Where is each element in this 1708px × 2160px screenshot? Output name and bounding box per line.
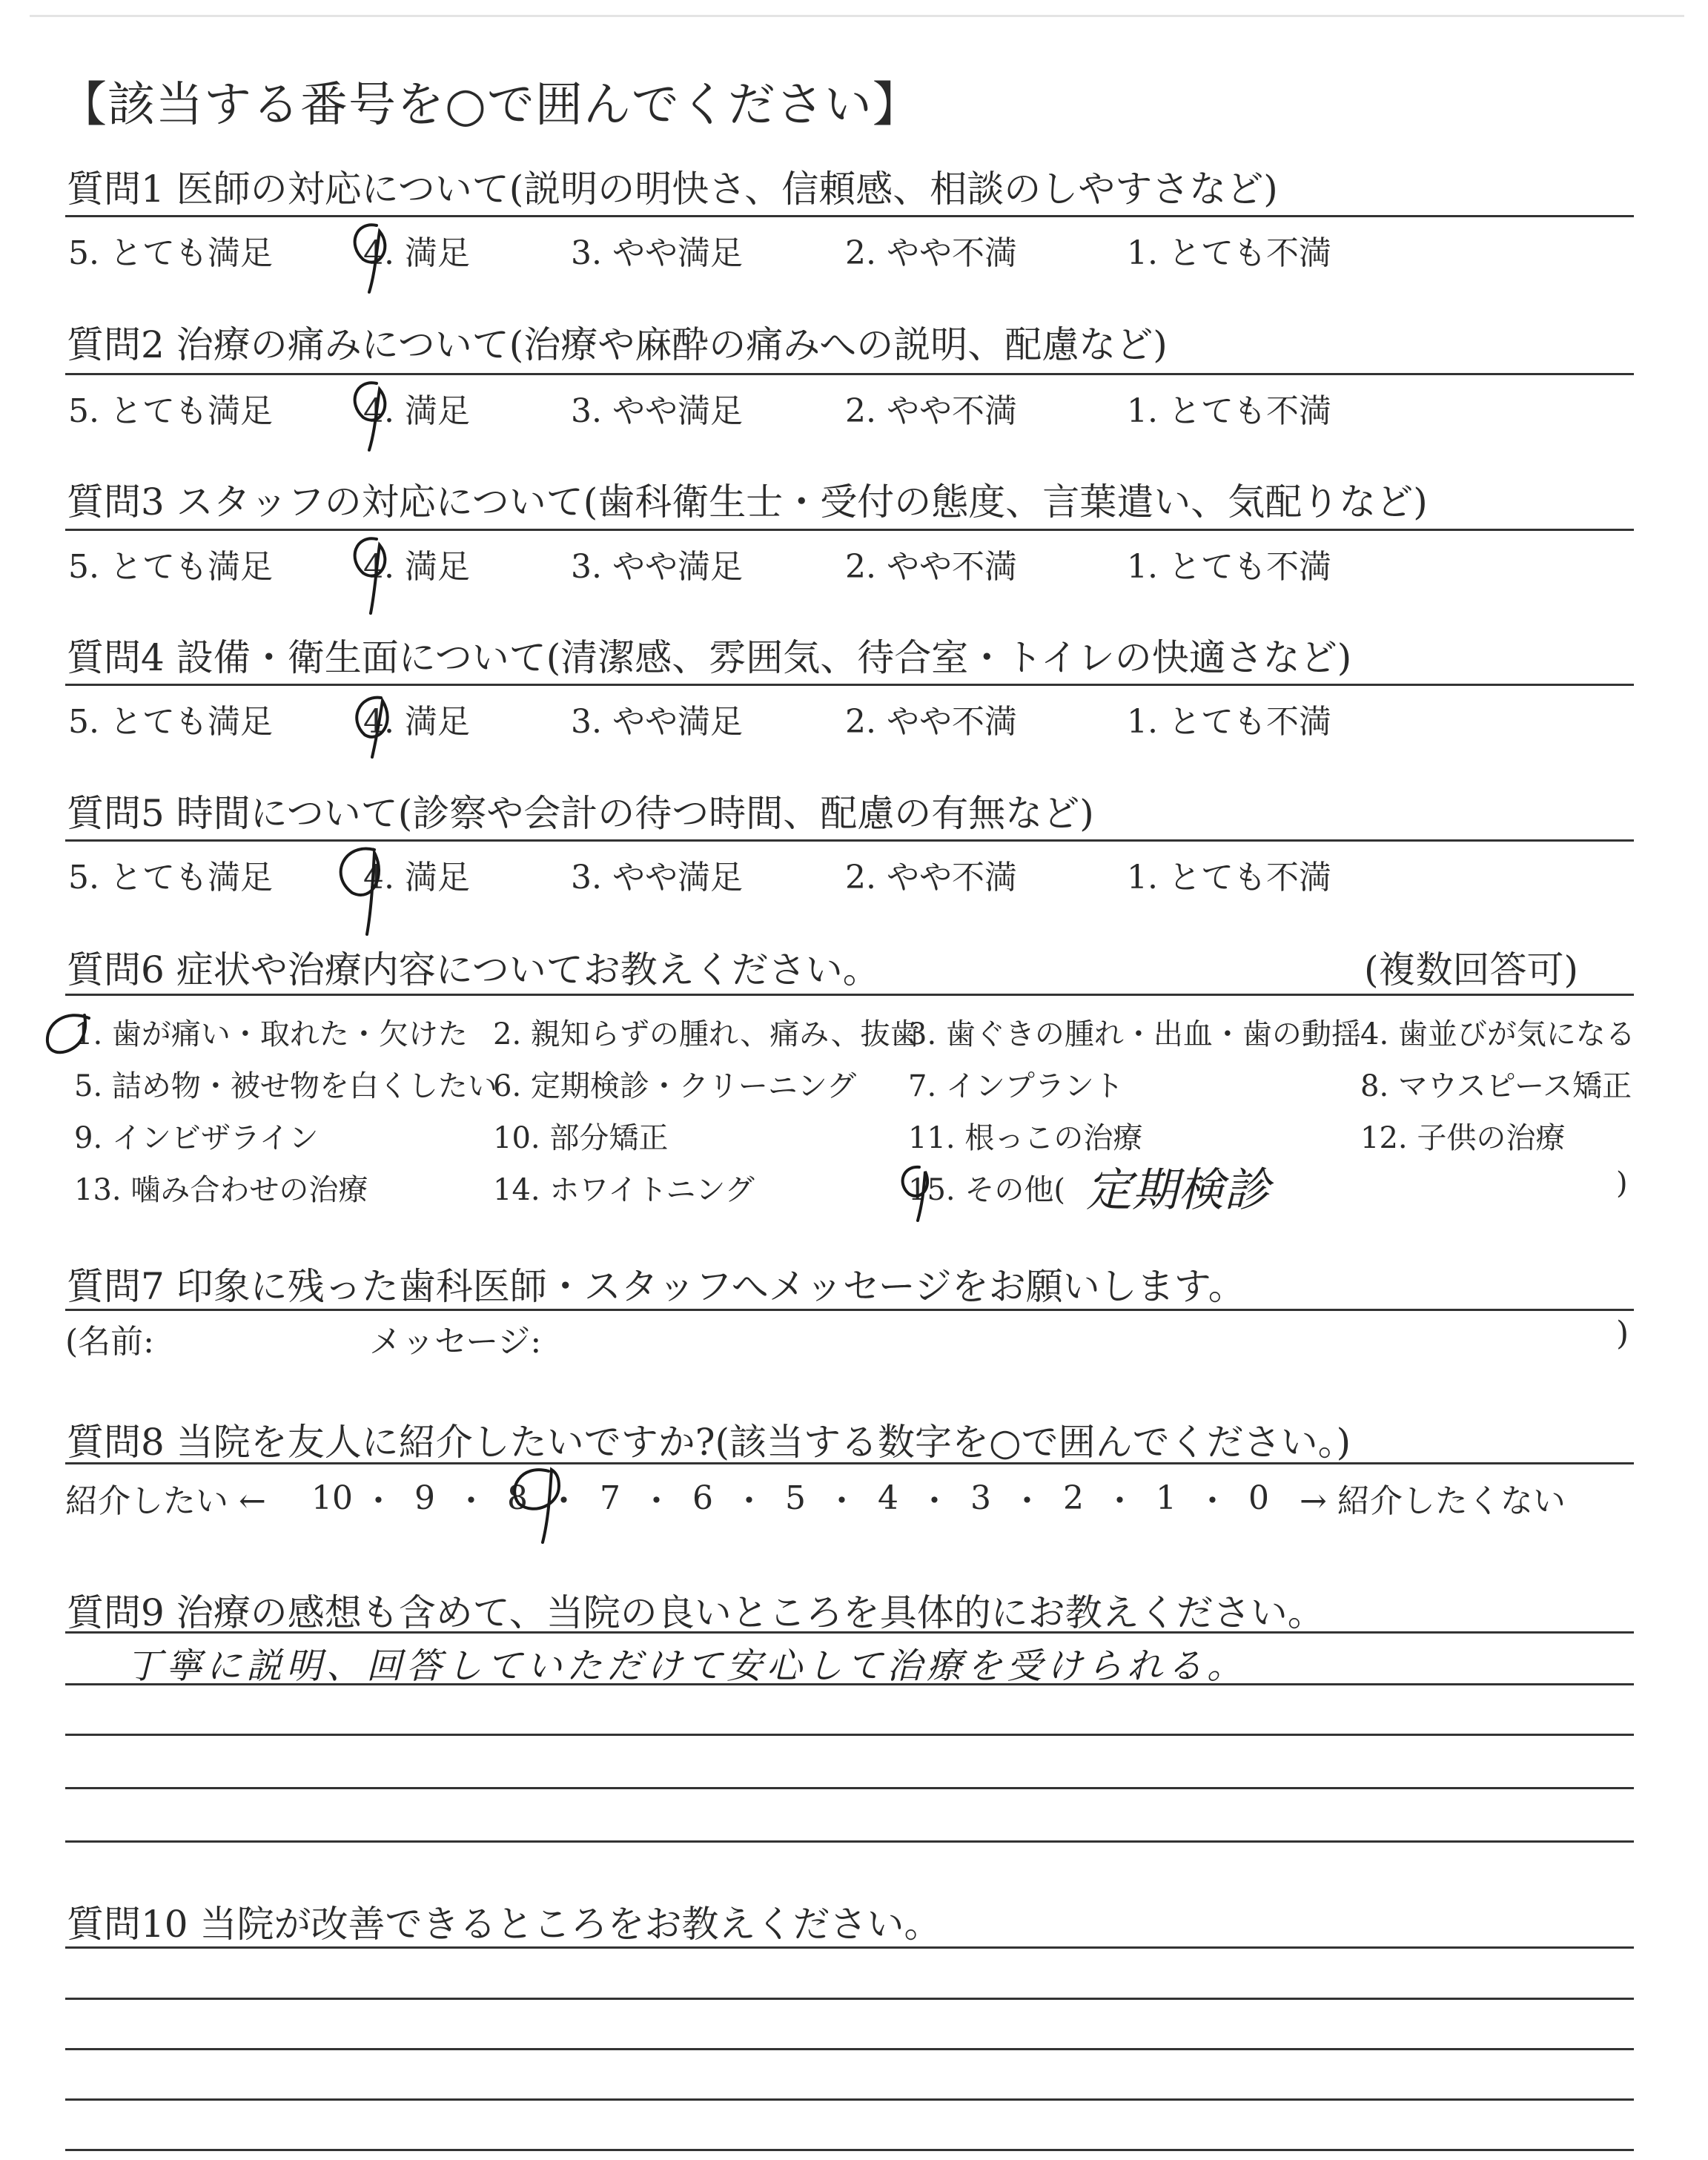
- q6-option-6[interactable]: 6. 定期検診・クリーニング: [493, 1069, 857, 1103]
- q3-option-5[interactable]: 5. とても満足: [68, 548, 273, 586]
- q7-name-field[interactable]: [171, 1312, 363, 1357]
- q7-message-label: メッセージ:: [369, 1323, 542, 1361]
- q8-right-label: → 紹介したくない: [1300, 1482, 1566, 1520]
- q6-option-4[interactable]: 4. 歯並びが気になる: [1360, 1017, 1635, 1051]
- q8-left-label: 紹介したい ←: [65, 1482, 266, 1520]
- q2-option-4[interactable]: 4. 満足: [363, 392, 470, 430]
- q6-option-1[interactable]: 1. 歯が痛い・取れた・欠けた: [74, 1017, 468, 1051]
- q9-answer-line: [65, 1683, 1634, 1685]
- q4-rule: [65, 684, 1634, 686]
- q8-scale-row: [65, 1472, 1637, 1524]
- q10-answer-line: [65, 2149, 1634, 2151]
- q8-dot: ・: [1196, 1482, 1229, 1520]
- q8-scale-7[interactable]: 7: [600, 1479, 620, 1517]
- q5-option-4[interactable]: 4. 満足: [363, 859, 470, 896]
- q3-rule: [65, 529, 1634, 531]
- q5-option-2[interactable]: 2. やや不満: [845, 859, 1017, 896]
- q8-scale-0[interactable]: 0: [1248, 1479, 1269, 1517]
- q8-dot: ・: [1010, 1482, 1044, 1520]
- q9-answer-handwritten[interactable]: 丁寧に説明、回答していただけて安心して治療を受けられる。: [126, 1645, 1248, 1687]
- q8-scale-3[interactable]: 3: [970, 1479, 991, 1517]
- q8-dot: ・: [825, 1482, 858, 1520]
- q3-option-4[interactable]: 4. 満足: [363, 548, 470, 586]
- q6-option-12[interactable]: 12. 子供の治療: [1360, 1121, 1566, 1155]
- q1-option-1[interactable]: 1. とても不満: [1127, 234, 1331, 272]
- q8-scale-9[interactable]: 9: [414, 1479, 435, 1517]
- q1-rule: [65, 215, 1634, 217]
- q6-other-handwritten[interactable]: 定期検診: [1086, 1163, 1271, 1217]
- q1-option-5[interactable]: 5. とても満足: [68, 234, 273, 272]
- q10-answer-line: [65, 2098, 1634, 2101]
- q9-title: 質問9 治療の感想も含めて、当院の良いところを具体的にお教えください。: [67, 1591, 1325, 1634]
- q10-answer-line: [65, 2048, 1634, 2050]
- q8-dot: ・: [732, 1482, 766, 1520]
- q6-rule: [65, 994, 1634, 996]
- q5-option-3[interactable]: 3. やや満足: [571, 859, 743, 896]
- q9-answer-line: [65, 1787, 1634, 1789]
- q6-option-14[interactable]: 14. ホワイトニング: [493, 1173, 755, 1207]
- q8-rule: [65, 1462, 1634, 1464]
- q8-dot: ・: [547, 1482, 580, 1520]
- q2-option-3[interactable]: 3. やや満足: [571, 392, 743, 430]
- q5-option-1[interactable]: 1. とても不満: [1127, 859, 1331, 896]
- q4-option-4[interactable]: 4. 満足: [363, 703, 470, 741]
- q6-option-11[interactable]: 11. 根っこの治療: [908, 1121, 1143, 1155]
- q7-close: ): [1616, 1315, 1629, 1353]
- q3-option-1[interactable]: 1. とても不満: [1127, 548, 1331, 586]
- q1-option-4[interactable]: 4. 満足: [363, 234, 470, 272]
- q1-title: 質問1 医師の対応について(説明の明快さ、信頼感、相談のしやすさなど): [67, 168, 1278, 211]
- q6-option-7[interactable]: 7. インプラント: [908, 1069, 1124, 1103]
- q10-title: 質問10 当院が改善できるところをお教えください。: [67, 1903, 941, 1946]
- q8-title: 質問8 当院を友人に紹介したいですか?(該当する数字を○で囲んでください。): [67, 1421, 1351, 1464]
- q8-scale-2[interactable]: 2: [1063, 1479, 1084, 1517]
- q5-rule: [65, 839, 1634, 842]
- q6-option-13[interactable]: 13. 噛み合わせの治療: [74, 1173, 368, 1207]
- form-header: 【該当する番号を○で囲んでください】: [59, 78, 921, 133]
- q6-option-15[interactable]: 15. その他(: [908, 1173, 1065, 1207]
- q6-option-5[interactable]: 5. 詰め物・被せ物を白くしたい: [74, 1069, 497, 1103]
- q8-scale-8[interactable]: 8: [507, 1479, 528, 1517]
- q4-option-5[interactable]: 5. とても満足: [68, 703, 273, 741]
- q8-scale-6[interactable]: 6: [692, 1479, 713, 1517]
- q2-rule: [65, 373, 1634, 375]
- q8-scale-10[interactable]: 10: [311, 1479, 353, 1517]
- q8-dot: ・: [640, 1482, 673, 1520]
- q5-option-5[interactable]: 5. とても満足: [68, 859, 273, 896]
- page-top-edge: [30, 15, 1684, 17]
- q6-option-3[interactable]: 3. 歯ぐきの腫れ・出血・歯の動揺: [908, 1017, 1361, 1051]
- q6-option-10[interactable]: 10. 部分矯正: [493, 1121, 669, 1155]
- q9-answer-line: [65, 1734, 1634, 1736]
- q3-option-2[interactable]: 2. やや不満: [845, 548, 1017, 586]
- q2-title: 質問2 治療の痛みについて(治療や麻酔の痛みへの説明、配慮など): [67, 323, 1168, 366]
- q9-answer-line: [65, 1840, 1634, 1843]
- q5-title: 質問5 時間について(診察や会計の待つ時間、配慮の有無など): [67, 792, 1094, 835]
- q3-title: 質問3 スタッフの対応について(歯科衛生士・受付の態度、言葉遣い、気配りなど): [67, 480, 1428, 524]
- q8-dot: ・: [1103, 1482, 1136, 1520]
- q6-option-9[interactable]: 9. インビザライン: [74, 1121, 319, 1155]
- q10-answer-line: [65, 1998, 1634, 2000]
- q7-message-field[interactable]: [563, 1312, 1601, 1357]
- q6-multiple-note: (複数回答可): [1364, 948, 1579, 991]
- q4-option-1[interactable]: 1. とても不満: [1127, 703, 1331, 741]
- q4-option-3[interactable]: 3. やや満足: [571, 703, 743, 741]
- q8-scale-4[interactable]: 4: [878, 1479, 898, 1517]
- q9-rule: [65, 1631, 1634, 1634]
- q2-option-2[interactable]: 2. やや不満: [845, 392, 1017, 430]
- q6-title: 質問6 症状や治療内容についてお教えください。: [67, 948, 880, 991]
- q2-option-5[interactable]: 5. とても満足: [68, 392, 273, 430]
- q10-rule: [65, 1946, 1634, 1949]
- q8-scale-5[interactable]: 5: [785, 1479, 806, 1517]
- q8-dot: ・: [454, 1482, 488, 1520]
- q8-dot: ・: [918, 1482, 951, 1520]
- q6-option-8[interactable]: 8. マウスピース矯正: [1360, 1069, 1632, 1103]
- q4-title: 質問4 設備・衛生面について(清潔感、雰囲気、待合室・トイレの快適さなど): [67, 636, 1352, 679]
- q4-option-2[interactable]: 2. やや不満: [845, 703, 1017, 741]
- q6-option-2[interactable]: 2. 親知らずの腫れ、痛み、抜歯: [493, 1017, 920, 1051]
- q7-rule: [65, 1309, 1634, 1311]
- q1-option-2[interactable]: 2. やや不満: [845, 234, 1017, 272]
- q1-option-3[interactable]: 3. やや満足: [571, 234, 743, 272]
- q7-title: 質問7 印象に残った歯科医師・スタッフへメッセージをお願いします。: [67, 1265, 1245, 1308]
- q2-option-1[interactable]: 1. とても不満: [1127, 392, 1331, 430]
- q6-other-close: ): [1616, 1166, 1628, 1200]
- q8-dot: ・: [362, 1482, 395, 1520]
- q7-name-label: (名前:: [65, 1323, 154, 1361]
- q3-option-3[interactable]: 3. やや満足: [571, 548, 743, 586]
- q8-scale-1[interactable]: 1: [1156, 1479, 1176, 1517]
